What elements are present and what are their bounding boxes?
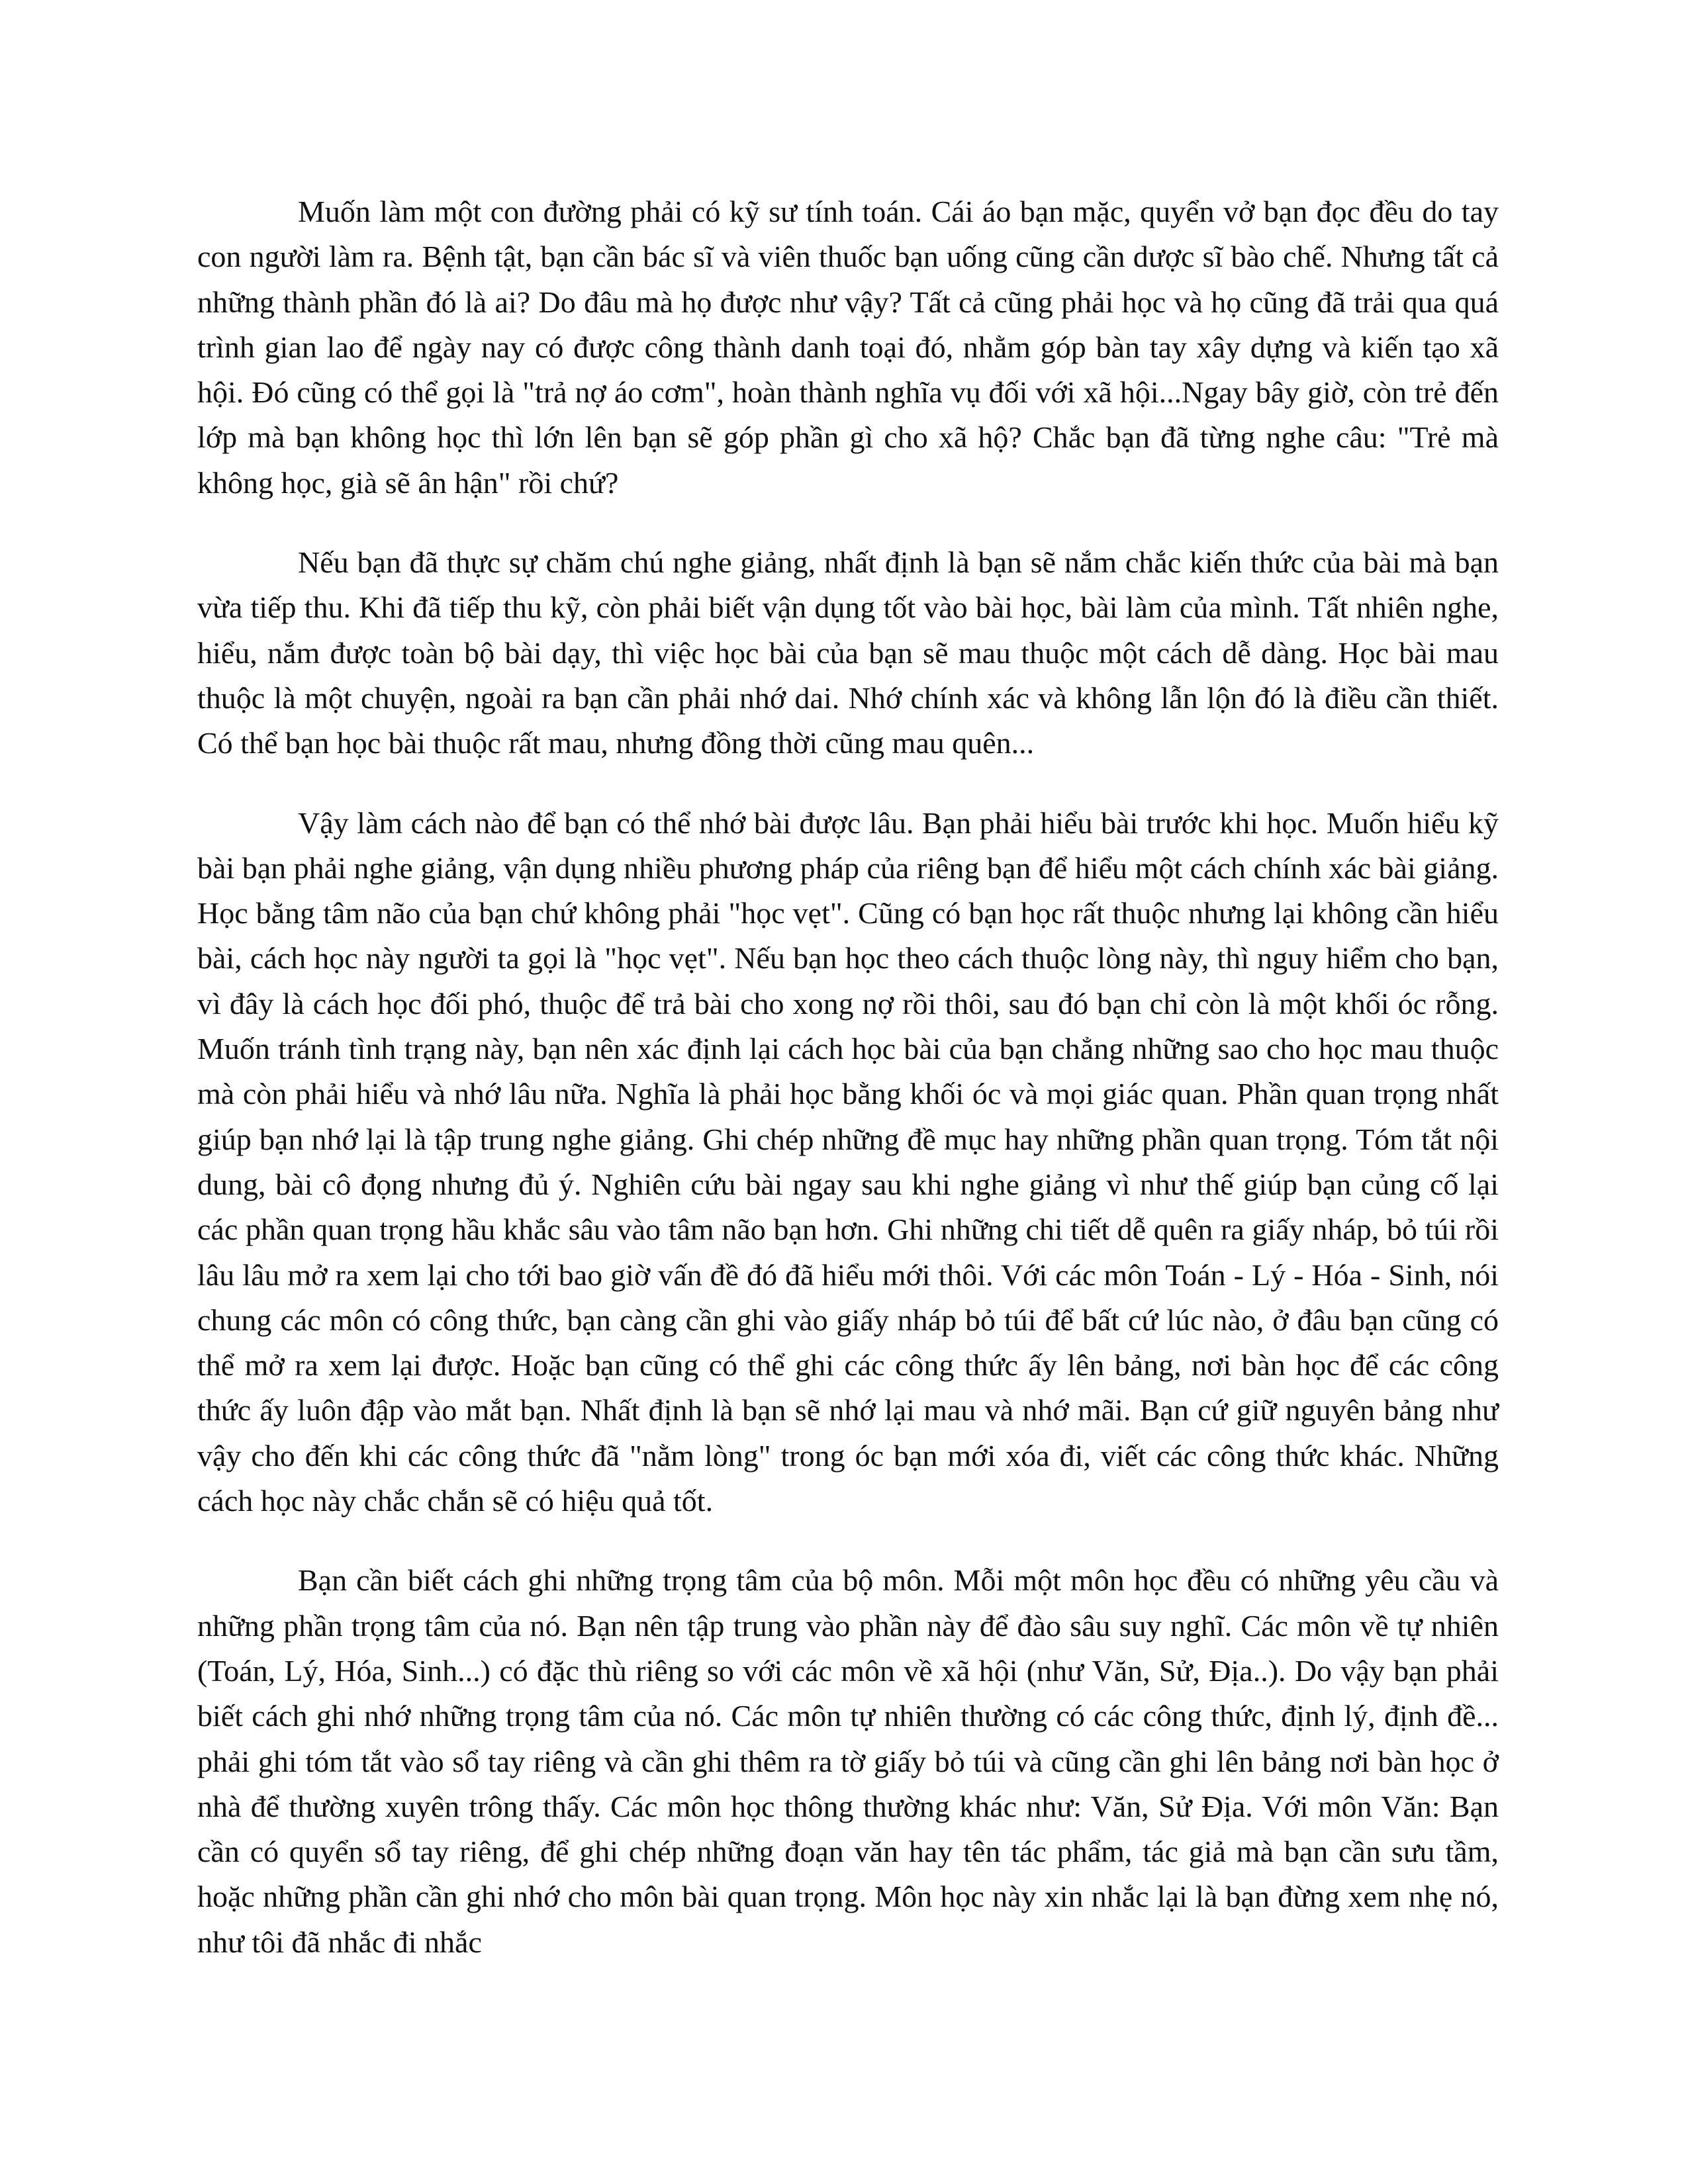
paragraph-1: Muốn làm một con đường phải có kỹ sư tính toán. Cái áo bạn mặc, quyển vở bạn đọc đều do tay con người làm ra. Bệnh tật, bạn cần bác sĩ và viên thuốc bạn uống cũng cần dược sĩ bào chế. Nhưng tất cả những thành phần đó là ai? Do đâu mà họ được như vậy? Tất cả cũng phải học và họ cũng đã trải qua quá trình gian lao để ngày nay có được công thành danh toại đó, nhằm góp bàn tay xây dựng và kiến tạo xã hội. Đó cũng có thể gọi là "trả nợ áo cơm", hoàn thành nghĩa vụ đối với xã hội...Ngay bây giờ, còn trẻ đến lớp mà bạn không học thì lớn lên bạn sẽ góp phần gì cho xã hộ? Chắc bạn đã từng nghe câu: "Trẻ mà không học, già sẽ ân hận" rồi chứ? xyxy=(197,195,1499,500)
paragraph-2: Nếu bạn đã thực sự chăm chú nghe giảng, nhất định là bạn sẽ nắm chắc kiến thức của bài mà bạn vừa tiếp thu. Khi đã tiếp thu kỹ, còn phải biết vận dụng tốt vào bài học, bài làm của mình. Tất nhiên nghe, hiểu, nắm được toàn bộ bài dạy, thì việc học bài của bạn sẽ mau thuộc một cách dễ dàng. Học bài mau thuộc là một chuyện, ngoài ra bạn cần phải nhớ dai. Nhớ chính xác và không lẫn lộn đó là điều cần thiết. Có thể bạn học bài thuộc rất mau, nhưng đồng thời cũng mau quên... xyxy=(197,545,1499,760)
paragraph-3: Vậy làm cách nào để bạn có thể nhớ bài được lâu. Bạn phải hiểu bài trước khi học. Muốn hiểu kỹ bài bạn phải nghe giảng, vận dụng nhiều phương pháp của riêng bạn để hiểu một cách chính xác bài giảng. Học bằng tâm não của bạn chứ không phải "học vẹt". Cũng có bạn học rất thuộc nhưng lại không cần hiểu bài, cách học này người ta gọi là "học vẹt". Nếu bạn học theo cách thuộc lòng này, thì nguy hiểm cho bạn, vì đây là cách học đối phó, thuộc để trả bài cho xong nợ rồi thôi, sau đó bạn chỉ còn là một khối óc rỗng. Muốn tránh tình trạng này, bạn nên xác định lại cách học bài của bạn chẳng những sao cho học mau thuộc mà còn phải hiểu và nhớ lâu nữa. Nghĩa là phải học bằng khối óc và mọi giác quan. Phần quan trọng nhất giúp bạn nhớ lại là tập trung nghe giảng. Ghi chép những đề mục hay những phần quan trọng. Tóm tắt nội dung, bài cô đọng nhưng đủ ý. Nghiên cứu bài ngay sau khi nghe giảng vì như thế giúp bạn củng cố lại các phần quan trọng hầu khắc sâu vào tâm não bạn hơn. Ghi những chi tiết dễ quên ra giấy nháp, bỏ túi rồi lâu lâu mở ra xem lại cho tới bao giờ vấn đề đó đã hiểu mới thôi. Với các môn Toán - Lý - Hóa - Sinh, nói chung các môn có công thức, bạn càng cần ghi vào giấy nháp bỏ túi để bất cứ lúc nào, ở đâu bạn cũng có thể mở ra xem lại được. Hoặc bạn cũng có thể ghi các công thức ấy lên bảng, nơi bàn học để các công thức ấy luôn đập vào mắt bạn. Nhất định là bạn sẽ nhớ lại mau và nhớ mãi. Bạn cứ giữ nguyên bảng như vậy cho đến khi các công thức đã "nằm lòng" trong óc bạn mới xóa đi, viết các công thức khác. Những cách học này chắc chắn sẽ có hiệu quả tốt. xyxy=(197,805,1499,1518)
paragraph-4: Bạn cần biết cách ghi những trọng tâm của bộ môn. Mỗi một môn học đều có những yêu cầu và những phần trọng tâm của nó. Bạn nên tập trung vào phần này để đào sâu suy nghĩ. Các môn về tự nhiên (Toán, Lý, Hóa, Sinh...) có đặc thù riêng so với các môn về xã hội (như Văn, Sử, Địa..). Do vậy bạn phải biết cách ghi nhớ những trọng tâm của nó. Các môn tự nhiên thường có các công thức, định lý, định đề... phải ghi tóm tắt vào sổ tay riêng và cần ghi thêm ra tờ giấy bỏ túi và cũng cần ghi lên bảng nơi bàn học ở nhà để thường xuyên trông thấy. Các môn học thông thường khác như: Văn, Sử Địa. Với môn Văn: Bạn cần có quyển sổ tay riêng, để ghi chép những đoạn văn hay tên tác phẩm, tác giả mà bạn cần sưu tầm, hoặc những phần cần ghi nhớ cho môn bài quan trọng. Môn học này xin nhắc lại là bạn đừng xem nhẹ nó, như tôi đã nhắc đi nhắc xyxy=(197,1563,1499,1959)
document-body xyxy=(197,189,1499,1965)
